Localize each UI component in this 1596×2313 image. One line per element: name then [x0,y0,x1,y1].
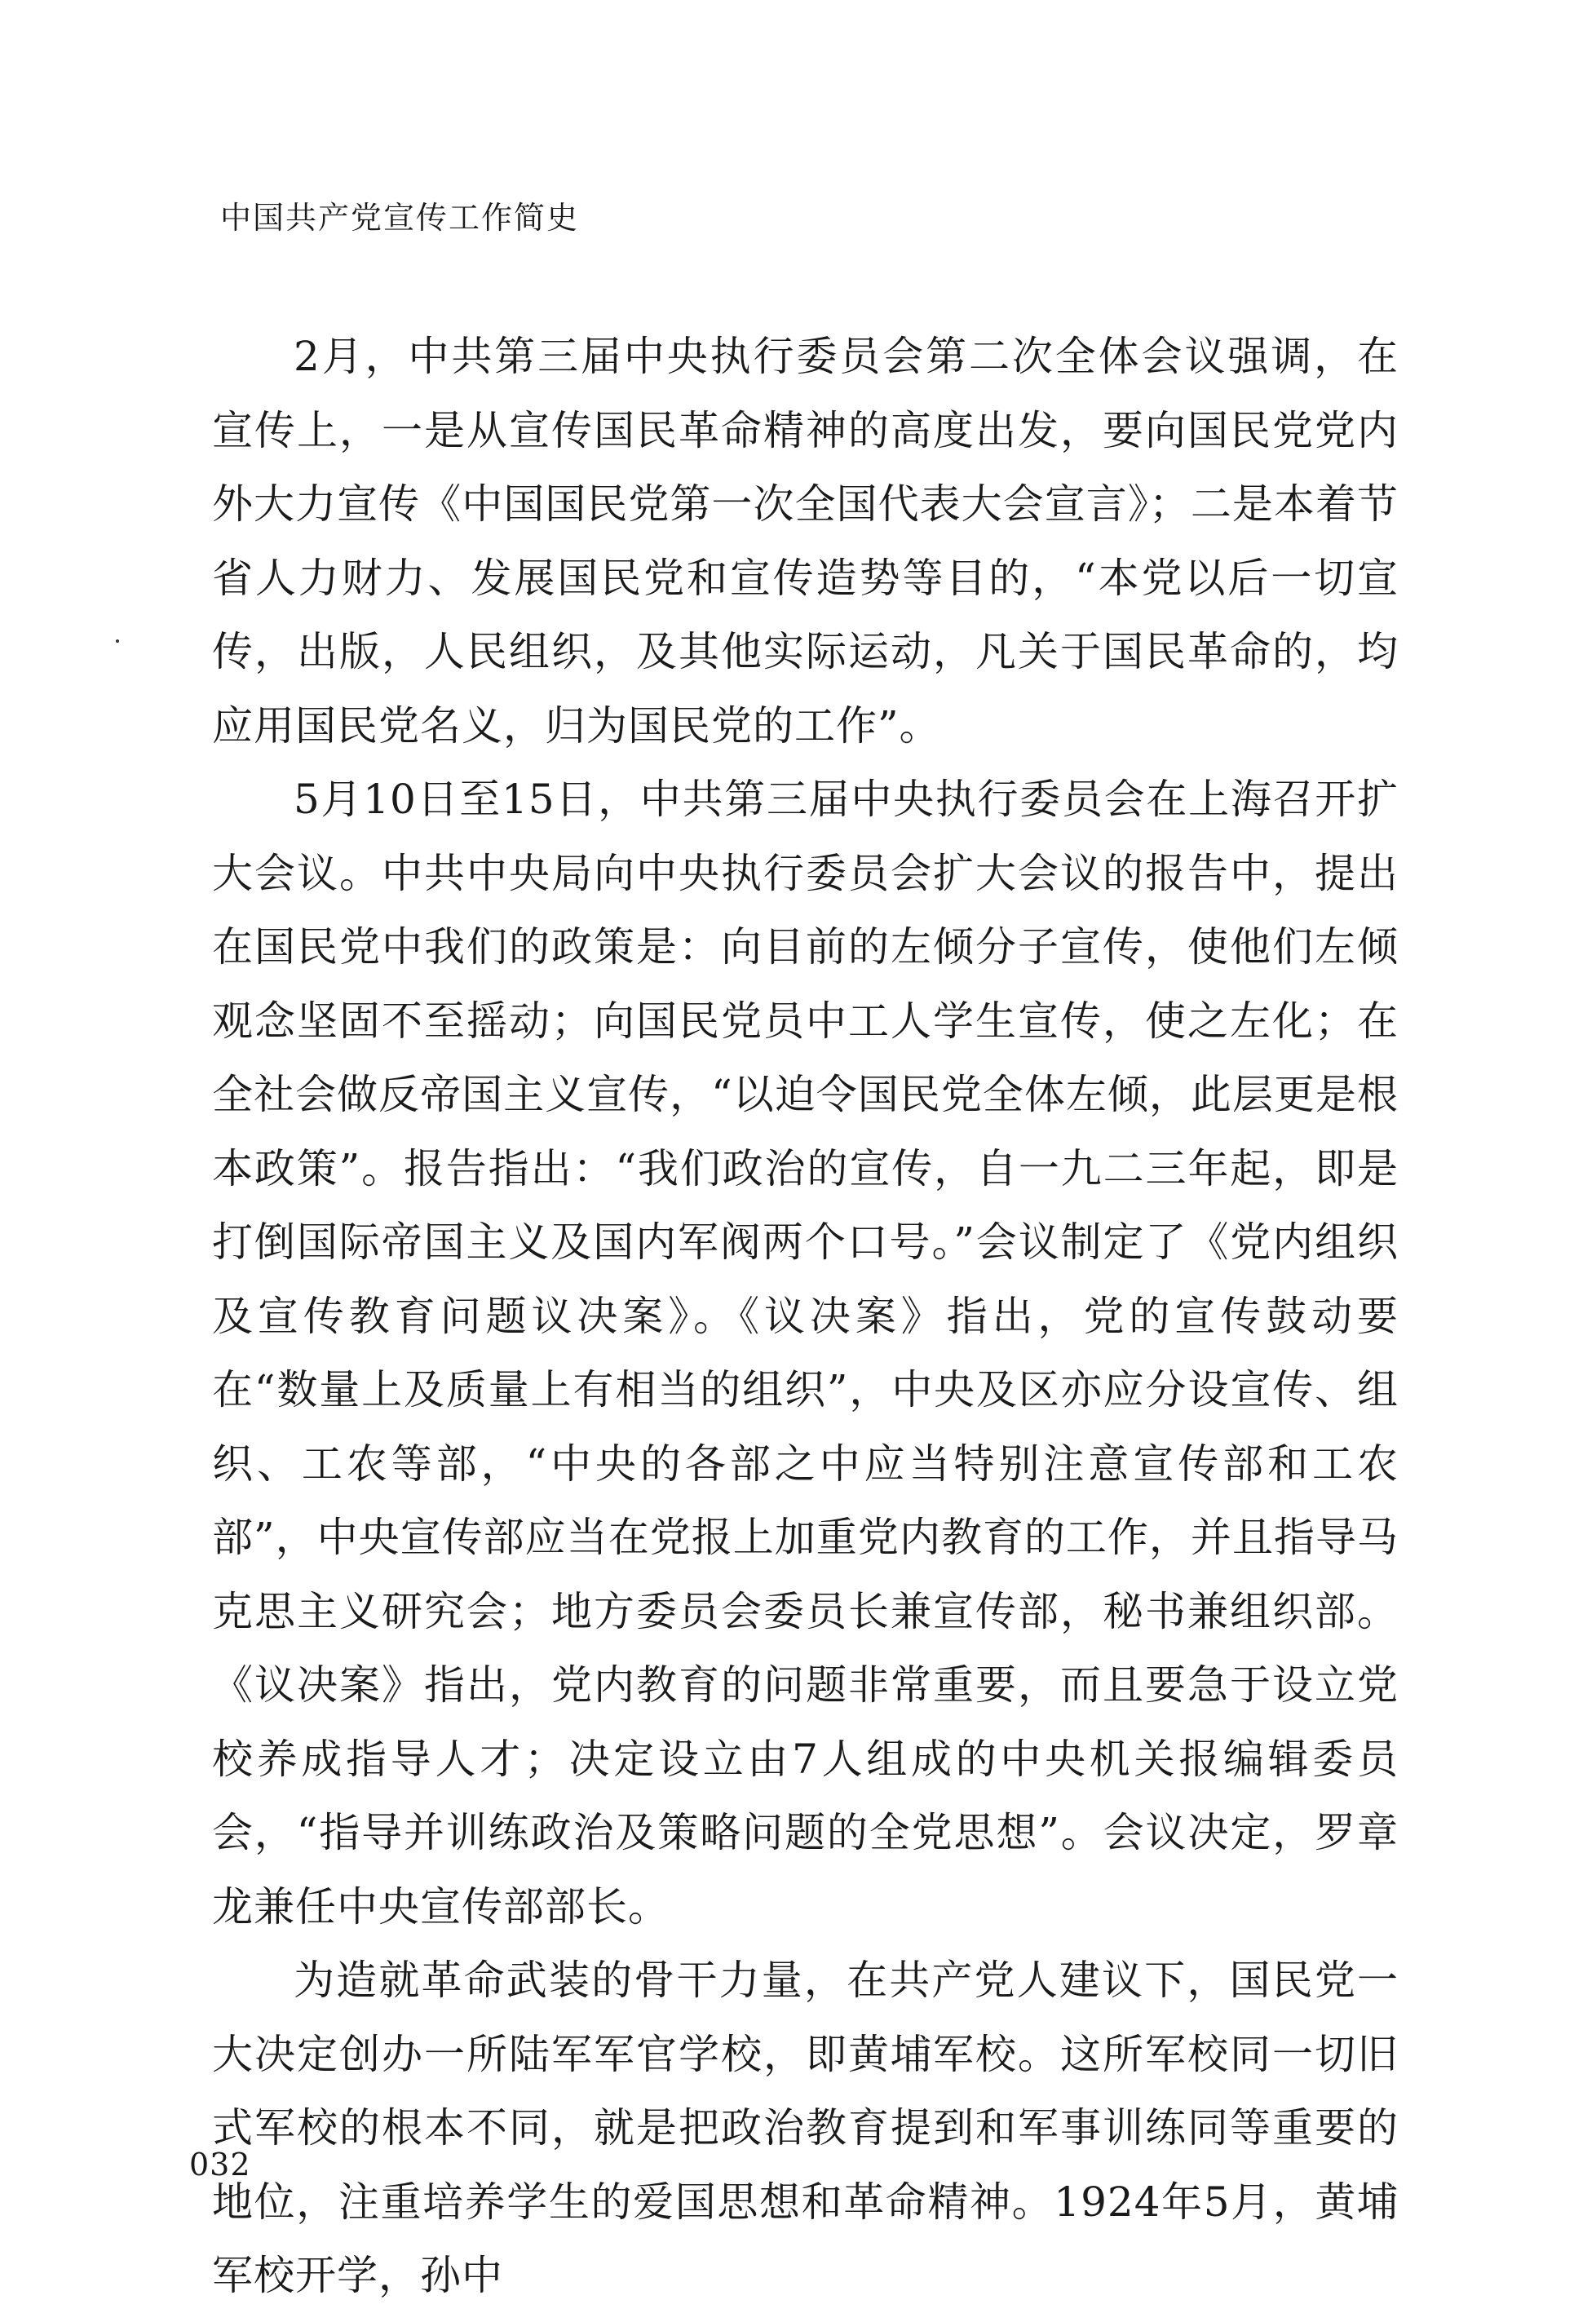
paragraph-1: 2月，中共第三届中央执行委员会第二次全体会议强调，在宣传上，一是从宣传国民革命精神的高度出发，要向国民党党内外大力宣传《中国国民党第一次全国代表大会宣言》；二是本着节省人力财力、发展国民党和宣传造势等目的，“本党以后一切宣传，出版，人民组织，及其他实际运动，凡关于国民革命的，均应用国民党名义，归为国民党的工作”。 [212,333,1399,750]
running-head: 中国共产党宣传工作简史 [220,200,580,236]
page-number: 032 [189,2147,251,2183]
body-text [212,320,1399,2313]
scan-speck [116,639,119,643]
paragraph-2: 5月10日至15日，中共第三届中央执行委员会在上海召开扩大会议。中共中央局向中央执行委员会扩大会议的报告中，提出在国民党中我们的政策是：向目前的左倾分子宣传，使他们左倾观念坚固不至摇动；向国民党员中工人学生宣传，使之左化；在全社会做反帝国主义宣传，“以迫令国民党全体左倾，此层更是根本政策”。报告指出：“我们政治的宣传，自一九二三年起，即是打倒国际帝国主义及国内军阀两个口号。”会议制定了《党内组织及宣传教育问题议决案》。《议决案》指出，党的宣传鼓动要在“数量上及质量上有相当的组织”，中央及区亦应分设宣传、组织、工农等部，“中央的各部之中应当特别注意宣传部和工农部”，中央宣传部应当在党报上加重党内教育的工作，并且指导马克思主义研究会；地方委员会委员长兼宣传部，秘书兼组织部。《议决案》指出，党内教育的问题非常重要，而且要急于设立党校养成指导人才；决定设立由7人组成的中央机关报编辑委员会，“指导并训练政治及策略问题的全党思想”。会议决定，罗章龙兼任中央宣传部部长。 [212,776,1399,1930]
paragraph-3: 为造就革命武装的骨干力量，在共产党人建议下，国民党一大决定创办一所陆军军官学校，即黄埔军校。这所军校同一切旧式军校的根本不同，就是把政治教育提到和军事训练同等重要的地位，注重培养学生的爱国思想和革命精神。1924年5月，黄埔军校开学，孙中 [212,1957,1399,2299]
